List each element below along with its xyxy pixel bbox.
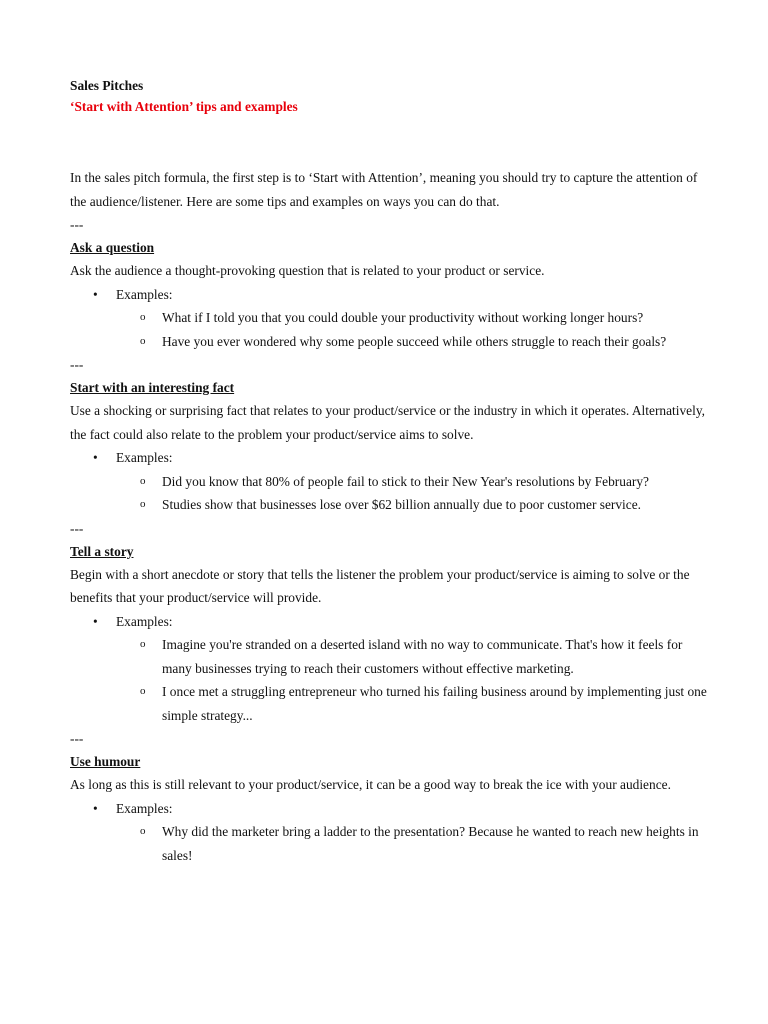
section-heading-use-humour: Use humour bbox=[70, 754, 141, 769]
bullet-icon: • bbox=[93, 800, 98, 816]
example-item bbox=[70, 633, 710, 680]
section-divider: --- bbox=[70, 357, 84, 372]
examples-label: Examples: bbox=[116, 450, 173, 465]
sub-bullet-icon: o bbox=[140, 311, 146, 323]
example-item bbox=[70, 680, 710, 727]
bullet-icon: • bbox=[93, 450, 98, 465]
example-item bbox=[70, 330, 710, 354]
section-body: As long as this is still relevant to your product/service, it can be a good way to break the ice with your audience. bbox=[70, 777, 671, 792]
sub-bullet-icon: o bbox=[140, 685, 146, 697]
examples-label: Examples: bbox=[116, 613, 173, 629]
document-subtitle: ‘Start with Attention’ tips and examples bbox=[70, 99, 298, 114]
sub-bullet-icon: o bbox=[140, 638, 146, 650]
example-item bbox=[70, 493, 710, 517]
section-body: Ask the audience a thought-provoking question that is related to your product or service. bbox=[70, 263, 545, 278]
example-text: What if I told you that you could double your productivity without working longer hours? bbox=[162, 310, 644, 325]
section-divider: --- bbox=[70, 217, 84, 232]
section-heading-interesting-fact: Start with an interesting fact bbox=[70, 380, 235, 395]
example-text: Did you know that 80% of people fail to stick to their New Year's resolutions by February? bbox=[162, 473, 649, 489]
example-item bbox=[70, 306, 710, 330]
example-item bbox=[70, 470, 710, 494]
sub-bullet-icon: o bbox=[140, 334, 146, 347]
intro-paragraph: In the sales pitch formula, the first step is to ‘Start with Attention’, meaning you should try to capture the attention of the audience/listener. Here are some tips and examples on ways you can do that. bbox=[70, 170, 698, 209]
example-text: Imagine you're stranded on a deserted island with no way to communicate. That's how it feels for many businesses trying to reach their customers without effective marketing. bbox=[162, 637, 683, 676]
sub-bullet-icon: o bbox=[140, 474, 146, 487]
example-text: Have you ever wondered why some people succeed while others struggle to reach their goals? bbox=[162, 333, 667, 349]
example-text: I once met a struggling entrepreneur who turned his failing business around by implementing just one simple strategy... bbox=[162, 684, 707, 723]
example-text: Studies show that businesses lose over $62 billion annually due to poor customer service. bbox=[162, 497, 642, 512]
section-body: Begin with a short anecdote or story that tells the listener the problem your product/service is aiming to solve or the benefits that your product/service will provide. bbox=[70, 566, 690, 605]
example-item bbox=[70, 820, 710, 867]
section-divider: --- bbox=[70, 520, 84, 536]
sub-bullet-icon: o bbox=[140, 498, 146, 510]
examples-bullet bbox=[70, 446, 710, 470]
examples-bullet bbox=[70, 610, 710, 634]
examples-label: Examples: bbox=[116, 800, 173, 816]
bullet-icon: • bbox=[93, 286, 98, 302]
example-text: Why did the marketer bring a ladder to the presentation? Because he wanted to reach new heights in sales! bbox=[162, 824, 699, 863]
examples-bullet bbox=[70, 283, 710, 307]
document-title: Sales Pitches bbox=[70, 78, 144, 93]
sub-bullet-icon: o bbox=[140, 825, 146, 837]
examples-bullet bbox=[70, 797, 710, 821]
bullet-icon: • bbox=[93, 613, 98, 629]
section-body: Use a shocking or surprising fact that relates to your product/service or the industry in which it operates. Alternatively, the fact could also relate to the problem your product/service aims to solve. bbox=[70, 403, 706, 442]
section-divider: --- bbox=[70, 731, 84, 746]
section-heading-ask-a-question: Ask a question bbox=[70, 240, 155, 255]
section-heading-tell-a-story: Tell a story bbox=[70, 543, 134, 559]
document-page bbox=[70, 76, 710, 867]
examples-label: Examples: bbox=[116, 286, 173, 302]
